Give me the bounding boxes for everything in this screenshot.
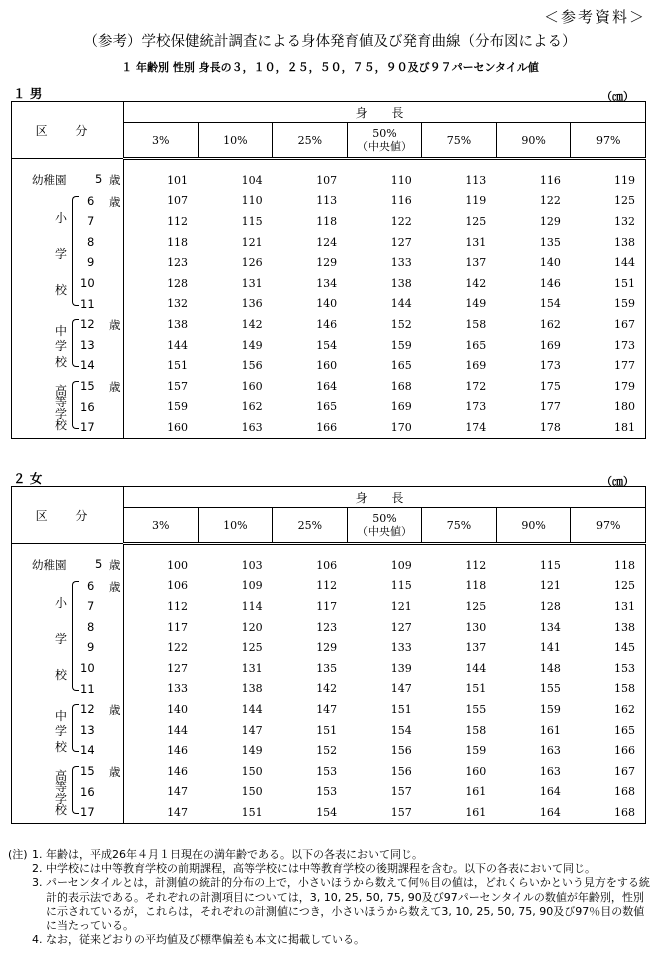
height-value: 164 [316,379,338,393]
table-row [12,273,646,294]
height-value: 133 [390,256,412,270]
percentile-header: 75% [422,123,497,159]
height-value: 114 [241,599,263,613]
height-value: 156 [390,764,412,778]
height-value: 129 [316,641,338,655]
height-value: 106 [316,558,338,572]
height-value: 100 [167,558,189,572]
percentile-header: 90% [496,123,571,159]
table-row [12,376,646,397]
table-row [12,740,646,761]
age-label: 16 [12,782,124,803]
height-value: 147 [241,723,263,737]
percentile-header: 97% [571,123,646,159]
height-value: 148 [539,661,561,675]
note-item: 1. 年齢は，平成26年４月１日現在の満年齢である。以下の各表において同じ。 [32,848,423,861]
school-group-char: 学 [55,631,68,646]
height-value: 142 [316,682,338,696]
height-value: 149 [241,338,263,352]
height-value: 112 [167,214,189,228]
height-value: 154 [316,805,338,819]
age-label: 15 歳 [12,761,124,782]
table-row [12,617,646,638]
school-group-char: 学 [55,246,68,261]
height-value: 136 [241,297,263,311]
unit-label-female: （㎝） [601,475,634,488]
height-value: 160 [316,359,338,373]
height-value: 158 [465,317,487,331]
height-value: 118 [465,579,487,593]
height-value: 168 [390,379,412,393]
height-value: 107 [167,194,189,208]
page-title: （参考）学校保健統計調査による身体発育値及び発育曲線（分布図による） [83,34,577,50]
percentile-header: 10% [198,508,273,544]
height-value: 132 [614,214,635,228]
height-value: 173 [465,400,487,414]
height-value: 112 [167,599,189,613]
school-group-char: 中 [55,708,68,723]
age-label: 7 [12,596,124,617]
table-row [12,159,646,191]
height-value: 147 [316,702,338,716]
school-group-char: 学 [55,724,68,739]
height-value: 117 [316,599,338,613]
kubun-header: 区 分 [12,487,124,544]
table-row [12,252,646,273]
table-row [12,397,646,418]
height-value: 165 [390,359,412,373]
height-value: 121 [539,579,561,593]
school-group-char: 校 [55,354,68,369]
percentile-header: 25% [273,508,348,544]
school-group-char: 校 [55,667,68,682]
table-row [12,720,646,741]
age-label: 16 [12,397,124,418]
height-value: 122 [167,641,189,655]
height-value: 125 [241,641,263,655]
height-value: 122 [390,214,412,228]
height-value: 180 [614,400,635,414]
height-value: 125 [614,579,635,593]
height-value: 140 [167,702,189,716]
height-value: 178 [539,420,561,434]
height-value: 133 [390,641,412,655]
school-group-char: 高 [55,383,68,398]
height-value: 164 [539,805,561,819]
note-item: 4. なお，従来どおりの平均値及び標準偏差も本文に掲載している。 [32,933,365,947]
height-value: 153 [614,661,635,675]
age-label: 13 [12,335,124,356]
height-value: 174 [465,420,487,434]
height-value: 164 [539,785,561,799]
height-value: 146 [167,764,189,778]
percentile-header: 3% [124,508,199,544]
height-value: 151 [614,276,635,290]
height-value: 168 [614,785,635,799]
height-value: 138 [167,317,189,331]
height-value: 110 [241,194,263,208]
age-label: 13 [12,720,124,741]
height-value: 179 [614,379,635,393]
height-value: 162 [241,400,263,414]
age-label: 14 [12,740,124,761]
height-value: 127 [390,620,412,634]
height-value: 144 [465,661,487,675]
height-value: 156 [390,744,412,758]
height-value: 152 [316,744,338,758]
school-group-char: 校 [55,282,68,297]
height-value: 167 [614,764,635,778]
height-value: 124 [316,235,338,249]
height-value: 146 [316,317,338,331]
age-label: 12 歳 [12,314,124,335]
table-row [12,576,646,597]
age-label: 6 歳 [12,191,124,212]
school-group-char: 高 [55,768,68,783]
reference-tag: ＜参考資料＞ [543,8,646,26]
height-value: 147 [167,805,189,819]
percentile-header: 25% [273,123,348,159]
height-value: 138 [390,276,412,290]
height-value: 118 [316,214,338,228]
height-value: 125 [465,599,487,613]
height-value: 139 [390,661,412,675]
height-value: 144 [614,256,635,270]
table-row [12,761,646,782]
height-value: 101 [167,173,189,187]
table-row [12,802,646,823]
height-value: 145 [614,641,635,655]
height-value: 134 [316,276,338,290]
height-value: 162 [539,317,561,331]
unit-label-male: （㎝） [601,90,634,103]
height-value: 170 [390,420,412,434]
height-value: 112 [465,558,487,572]
height-value: 123 [316,620,338,634]
height-value: 159 [167,400,189,414]
height-value: 153 [316,764,338,778]
table-row [12,314,646,335]
table-row [12,232,646,253]
height-value: 118 [614,558,635,572]
school-group-char: 小 [55,595,68,610]
height-value: 161 [465,785,487,799]
height-value: 153 [316,785,338,799]
height-value: 160 [167,420,189,434]
height-value: 167 [614,317,635,331]
height-value: 109 [390,558,412,572]
height-value: 119 [465,194,487,208]
height-value: 158 [614,682,635,696]
height-value: 106 [167,579,189,593]
height-value: 160 [465,764,487,778]
age-label: 11 [12,679,124,700]
note-item: 2. 中学校には中等教育学校の前期課程，高等学校には中等教育学校の後期課程を含む。以下の各表において同じ。 [32,862,596,876]
height-value: 138 [614,235,635,249]
school-group-char: 等 [55,780,68,795]
height-value: 160 [241,379,263,393]
height-value: 138 [614,620,635,634]
height-value: 157 [390,785,412,799]
height-value: 129 [539,214,561,228]
table-row [12,782,646,803]
height-value: 144 [167,723,189,737]
table-row [12,596,646,617]
height-value: 116 [539,173,561,187]
height-value: 158 [465,723,487,737]
table-row [12,679,646,700]
height-value: 133 [167,682,189,696]
height-value: 113 [316,194,338,208]
height-value: 112 [316,579,338,593]
kubun-header: 区 分 [12,102,124,159]
height-value: 131 [241,661,263,675]
age-label: 9 [12,252,124,273]
height-table-male [11,101,646,439]
height-value: 135 [539,235,561,249]
percentile-header: 50% （中央値） [347,508,422,544]
school-group-char: 学 [55,791,68,806]
height-value: 123 [167,256,189,270]
height-value: 172 [465,379,487,393]
height-value: 144 [241,702,263,716]
height-value: 115 [390,579,412,593]
height-value: 144 [167,338,189,352]
height-value: 131 [614,599,635,613]
age-label: 14 [12,355,124,376]
height-value: 166 [614,744,635,758]
school-group-char: 校 [55,803,68,818]
height-value: 129 [316,256,338,270]
height-value: 163 [241,420,263,434]
height-value: 165 [614,723,635,737]
age-label: 幼稚園 5 歳 [12,544,124,576]
table-row [12,355,646,376]
page-subtitle: １ 年齢別 性別 身長の３，１０，２５，５０，７５，９０及び９７パーセンタイル値 [121,61,539,74]
height-value: 175 [539,379,561,393]
height-value: 110 [390,173,412,187]
school-group-char: 等 [55,395,68,410]
height-table-female [11,486,646,824]
height-value: 173 [539,359,561,373]
height-value: 137 [465,256,487,270]
school-group-char: 校 [55,739,68,754]
height-value: 181 [614,420,635,434]
height-value: 154 [390,723,412,737]
height-value: 146 [539,276,561,290]
percentile-header: 90% [496,508,571,544]
height-value: 132 [167,297,189,311]
height-value: 161 [465,805,487,819]
height-value: 116 [390,194,412,208]
height-value: 119 [614,173,635,187]
height-value: 118 [167,235,189,249]
height-value: 169 [539,338,561,352]
height-value: 125 [614,194,635,208]
percentile-header: 3% [124,123,199,159]
table-row [12,191,646,212]
height-value: 128 [167,276,189,290]
height-value: 163 [539,764,561,778]
school-group-char: 校 [55,418,68,433]
height-value: 155 [539,682,561,696]
height-value: 157 [167,379,189,393]
height-value: 122 [539,194,561,208]
height-value: 173 [614,338,635,352]
percentile-header: 50% （中央値） [347,123,422,159]
percentile-header: 97% [571,508,646,544]
age-label: 17 [12,417,124,438]
height-value: 149 [465,297,487,311]
table-row [12,658,646,679]
height-value: 150 [241,764,263,778]
height-value: 150 [241,785,263,799]
school-group-char: 小 [55,210,68,225]
height-header: 身 長 [124,487,646,508]
notes [8,848,650,947]
height-value: 134 [539,620,561,634]
table-row [12,335,646,356]
table-row [12,699,646,720]
height-value: 121 [241,235,263,249]
height-value: 113 [465,173,487,187]
height-value: 103 [241,558,263,572]
height-value: 161 [539,723,561,737]
age-label: 8 [12,232,124,253]
height-value: 120 [241,620,263,634]
height-value: 141 [539,641,561,655]
height-value: 156 [241,359,263,373]
height-value: 131 [465,235,487,249]
height-value: 151 [465,682,487,696]
age-label: 7 [12,211,124,232]
table-row [12,211,646,232]
table-row [12,544,646,576]
height-value: 155 [465,702,487,716]
height-value: 127 [390,235,412,249]
height-value: 130 [465,620,487,634]
height-value: 142 [241,317,263,331]
height-value: 165 [316,400,338,414]
height-value: 104 [241,173,263,187]
height-value: 117 [167,620,189,634]
height-value: 149 [241,744,263,758]
height-value: 154 [316,338,338,352]
height-value: 157 [390,805,412,819]
height-value: 159 [465,744,487,758]
height-value: 159 [390,338,412,352]
table-row [12,294,646,315]
height-value: 146 [167,744,189,758]
height-value: 151 [167,359,189,373]
height-value: 163 [539,744,561,758]
height-value: 107 [316,173,338,187]
height-value: 169 [390,400,412,414]
table-row [12,417,646,438]
section-label-female: ２ 女 [13,471,43,486]
height-value: 159 [539,702,561,716]
height-value: 125 [465,214,487,228]
height-value: 140 [539,256,561,270]
height-value: 138 [241,682,263,696]
height-value: 177 [539,400,561,414]
height-value: 154 [539,297,561,311]
height-value: 177 [614,359,635,373]
height-value: 137 [465,641,487,655]
height-value: 135 [316,661,338,675]
table-row [12,637,646,658]
notes-lead: (注) [8,848,28,861]
age-label: 11 [12,294,124,315]
height-value: 115 [241,214,263,228]
height-value: 131 [241,276,263,290]
height-value: 147 [390,682,412,696]
age-label: 8 [12,617,124,638]
height-value: 168 [614,805,635,819]
section-label-male: １ 男 [13,86,43,101]
height-value: 109 [241,579,263,593]
height-value: 151 [316,723,338,737]
height-value: 115 [539,558,561,572]
height-value: 127 [167,661,189,675]
height-value: 140 [316,297,338,311]
height-value: 166 [316,420,338,434]
height-value: 159 [614,297,635,311]
height-value: 162 [614,702,635,716]
school-group-char: 学 [55,406,68,421]
height-value: 128 [539,599,561,613]
school-group-char: 中 [55,323,68,338]
age-label: 10 [12,658,124,679]
height-value: 147 [167,785,189,799]
age-label: 10 [12,273,124,294]
height-value: 144 [390,297,412,311]
note-item: 3. パーセンタイルとは，計測値の統計的分布の上で，小さいほうから数えて何％目の値は，どれくらいかという見方をする統計的表示法である。それぞれの計測項目については，3, 10, 25, 50, 75, 90及び97パーセンタイルの数値が年齢別，性別に示されているが，これらは，それぞれの計測値につき，小さいほうから数えて3, 10, 25, 50, 75, 90及び97％目の数値に当たっている。 [32,876,650,933]
height-value: 121 [390,599,412,613]
age-label: 9 [12,637,124,658]
height-value: 151 [390,702,412,716]
school-group-char: 学 [55,339,68,354]
percentile-header: 75% [422,508,497,544]
age-label: 15 歳 [12,376,124,397]
height-value: 152 [390,317,412,331]
age-label: 6 歳 [12,576,124,597]
height-header: 身 長 [124,102,646,123]
age-label: 幼稚園 5 歳 [12,159,124,191]
height-value: 165 [465,338,487,352]
height-value: 142 [465,276,487,290]
height-value: 169 [465,359,487,373]
age-label: 12 歳 [12,699,124,720]
height-value: 151 [241,805,263,819]
percentile-header: 10% [198,123,273,159]
height-value: 126 [241,256,263,270]
age-label: 17 [12,802,124,823]
